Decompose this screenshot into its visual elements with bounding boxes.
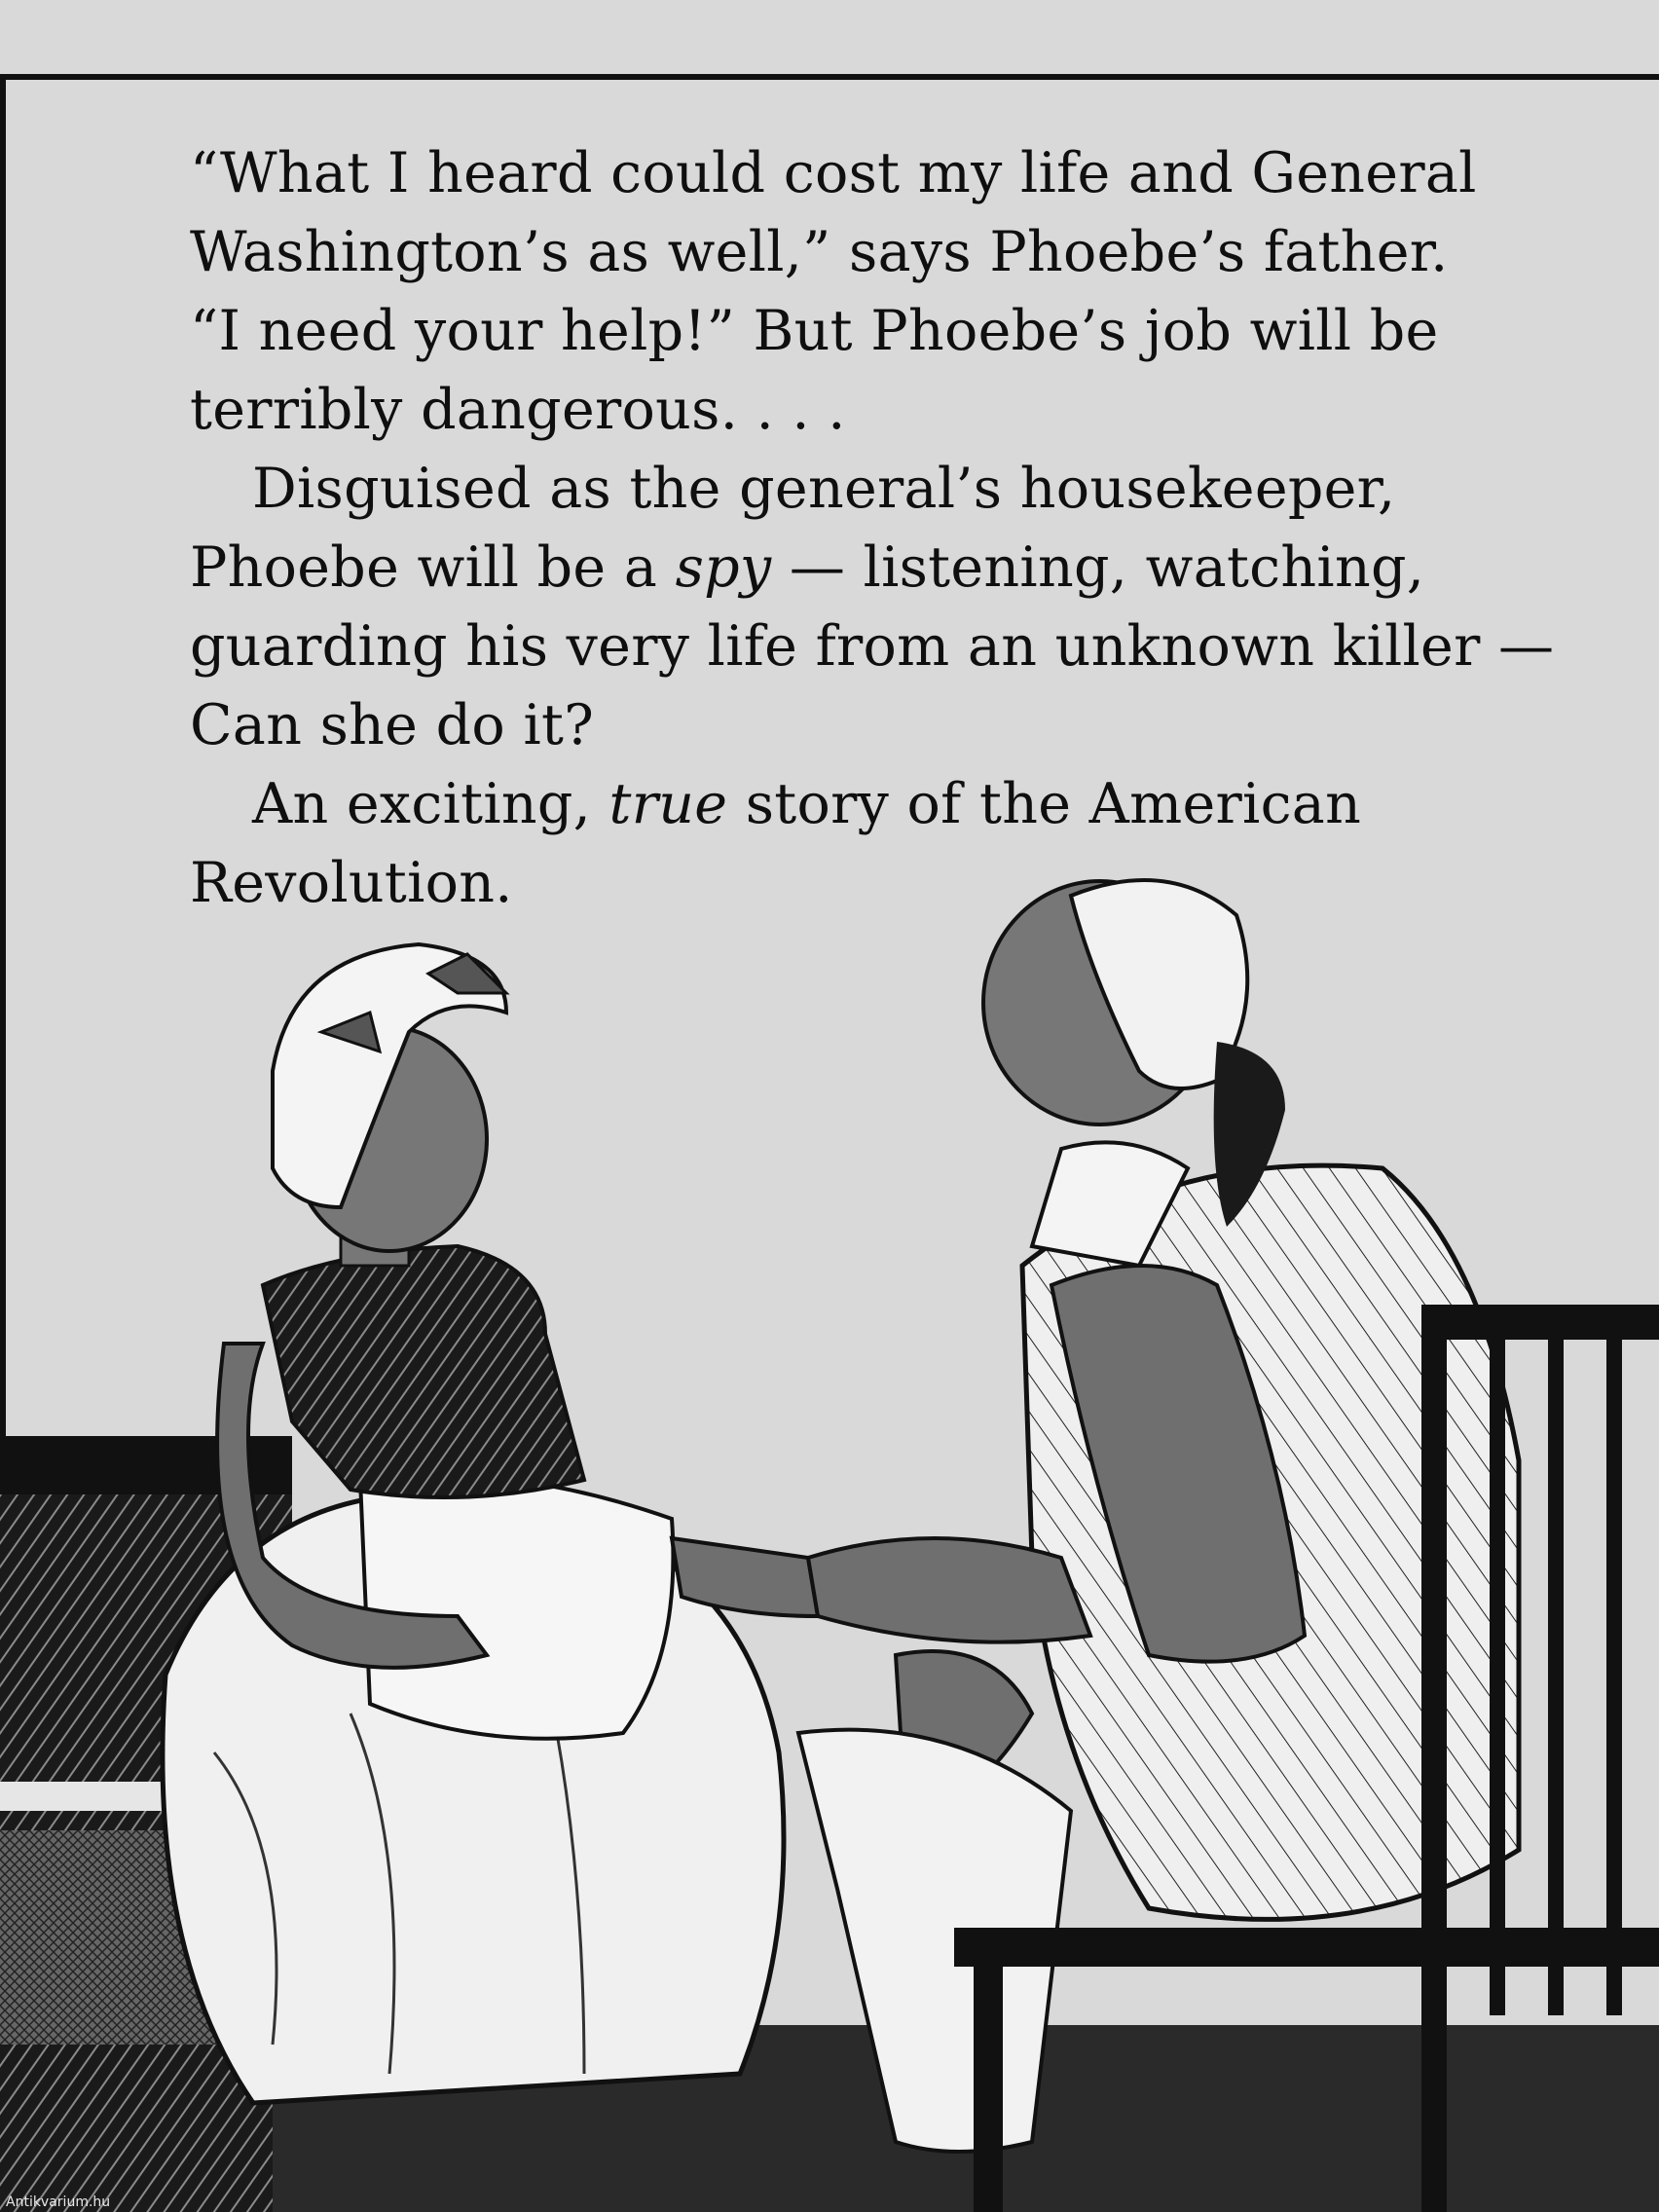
back-cover-blurb — [190, 134, 1611, 923]
watermark-text: Antikvarium.hu — [6, 2194, 111, 2210]
blurb-line: terribly dangerous. . . . — [190, 378, 846, 442]
blurb-line: Washington’s as well,” says Phoebe’s father. — [190, 220, 1449, 284]
top-border-line — [0, 74, 1659, 80]
blurb-line: “I need your help!” But Phoebe’s job will be — [190, 299, 1439, 363]
blurb-italic-word: spy — [675, 535, 772, 600]
blurb-line: guarding his very life from an unknown killer — — [190, 614, 1555, 679]
blurb-line: Revolution. — [190, 851, 513, 915]
blurb-line: An exciting, — [252, 772, 609, 836]
blurb-paragraph-2 — [190, 450, 1611, 765]
blurb-line: — listening, watching, — [771, 535, 1425, 600]
phoebe-and-father-illustration — [0, 876, 1659, 2212]
blurb-italic-word: true — [608, 772, 728, 836]
blurb-line: Phoebe will be a — [190, 535, 676, 600]
blurb-line: Can she do it? — [190, 693, 595, 757]
blurb-line: story of the American — [727, 772, 1362, 836]
blurb-paragraph-1 — [190, 134, 1611, 450]
blurb-line: Disguised as the general’s housekeeper, — [252, 457, 1396, 521]
blurb-line: “What I heard could cost my life and General — [190, 141, 1477, 205]
